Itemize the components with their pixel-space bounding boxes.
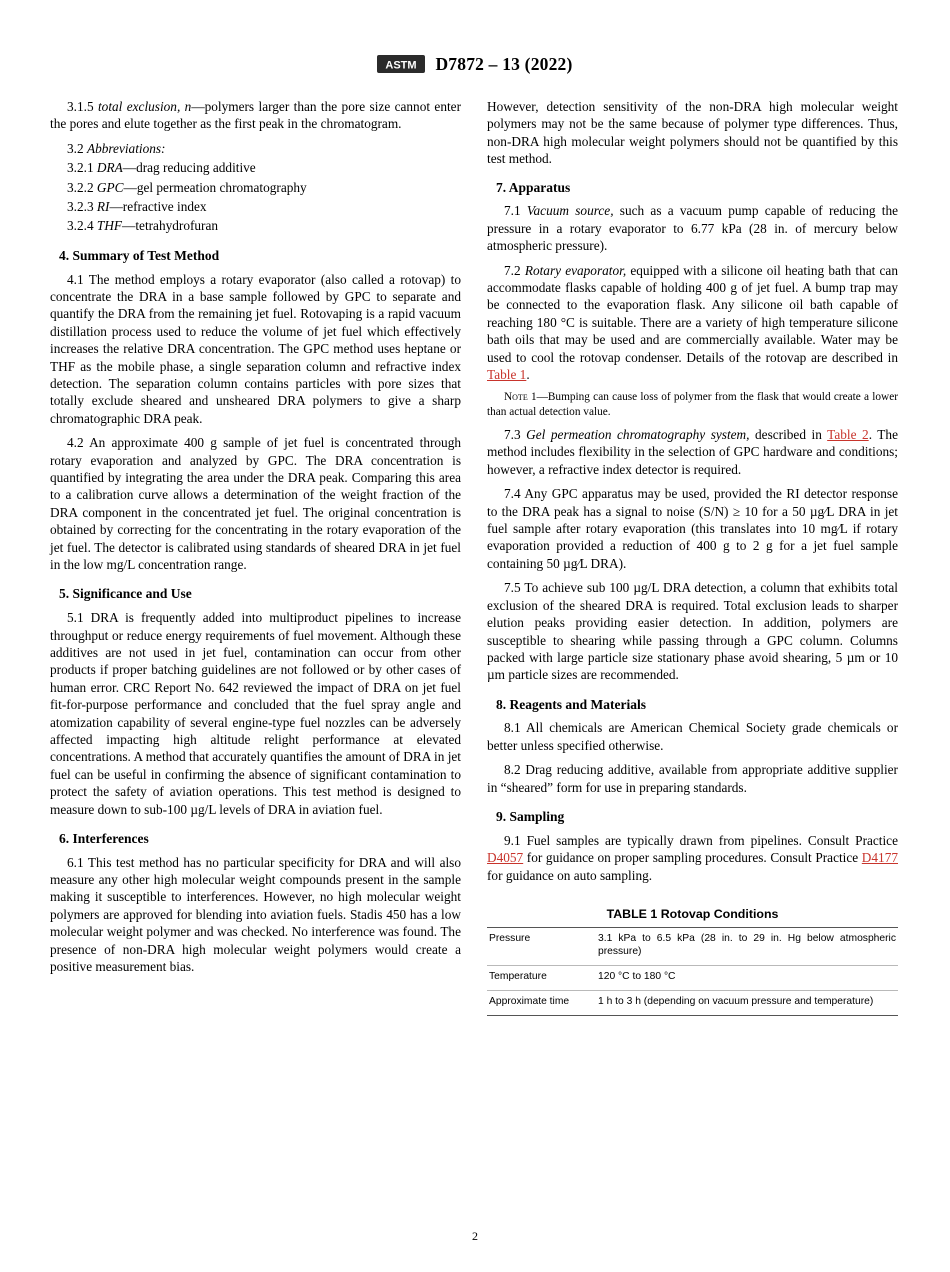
section-heading-7: 7. Apparatus	[496, 179, 571, 195]
page-title: D7872 – 13 (2022)	[435, 53, 573, 74]
section-heading-8: 8. Reagents and Materials	[496, 696, 646, 712]
table-1-container	[487, 906, 898, 1016]
paragraph-3-2-1	[50, 159, 461, 176]
table-cell-label: Approximate time	[487, 990, 596, 1015]
section-heading-6: 6. Interferences	[59, 830, 149, 846]
table-row	[487, 990, 898, 1015]
table-cell-value: 120 °C to 180 °C	[596, 965, 898, 990]
clause-number: 7.1	[504, 203, 521, 219]
paragraph-3-2	[50, 140, 461, 157]
table-cell-value: 3.1 kPa to 6.5 kPa (28 in. to 29 in. Hg below atmospheric pressure)	[596, 928, 898, 966]
table-1-rotovap-conditions	[487, 927, 898, 1015]
abbrev-term: DRA	[96, 160, 123, 176]
abbrev-term: THF	[96, 218, 123, 234]
page-number: 2	[472, 1229, 478, 1243]
paragraph-9-1	[487, 832, 898, 884]
apparatus-term: Rotary evaporator,	[524, 262, 627, 278]
paragraph-continued: However, detection sensitivity of the non-DRA high molecular weight polymers may not be the same because of polymer type differences. Thus, non-DRA high molecular weight polymers should not be quantified by this test method.	[487, 99, 898, 167]
clause-text: 9.1 Fuel samples are typically drawn from pipelines. Consult Practice	[504, 832, 898, 848]
table-row	[487, 965, 898, 990]
paragraph-6-1: 6.1 This test method has no particular specificity for DRA and will also measure any other high molecular weight compounds present in the sample making it susceptible to interferences. However, no high molecular weight polymers are approved for blending into aviation fuels. Stadis 450 has a low molecular weight polymer and was checked. No interference was found. The presence of non-DRA high molecular weight polymers would create a positive measurement bias.	[50, 854, 461, 975]
apparatus-term: Gel permeation chromatography system,	[526, 427, 750, 443]
clause-number: 7.2	[504, 262, 521, 278]
abbrev-term: RI	[96, 199, 110, 215]
abbrev-text: —gel permeation chromatography	[123, 179, 307, 195]
paragraph-4-1: 4.1 The method employs a rotary evaporator (also called a rotovap) to concentrate the DRA in a base sample followed by GPC to separate and quantify the DRA from the remaining jet fuel. Rotovaping is a rapid vacuum distillation process used to reduce the volume of jet fuel which effectively increases the relative DRA concentration. The GPC method uses heptane or THF as the mobile phase, a single separation column and refractive index detection. The separation column contains particles with pore sizes that totally exclude sheared and unsheared DRA polymers to give a sharp chromatographic DRA peak.	[50, 271, 461, 426]
paragraph-7-4: 7.4 Any GPC apparatus may be used, provided the RI detector response to the DRA peak has a signal to noise (S/N) ≥ 10 for a 50 µg⁄L DRA in jet fuel sample after rotary evaporation (this translates into 10 mg⁄L if rotary evaporation provided a reduction of 400 g to 2 g for a jet fuel sample containing 50 µg⁄L DRA).	[487, 486, 898, 571]
paragraph-8-2: 8.2 Drag reducing additive, available from appropriate additive supplier in “sheared” form for use in preparing standards.	[487, 762, 898, 795]
paragraph-4-2: 4.2 An approximate 400 g sample of jet fuel is concentrated through rotary evaporation and analyzed by GPC. The DRA concentration is quantified by integrating the area under the DRA peak. Comparing this area to a calibration curve allows a determination of the weight fraction of the DRA component in the concentrated jet fuel. The original concentration is obtained by correcting for the concentrating in the rotary evaporation of the jet fuel. The detector is calibrated using standards of sheared DRA in jet fuel in the low mg/L concentration range.	[50, 435, 461, 573]
note-text: Bumping can cause loss of polymer from the flask that would create a lower than actual detection value.	[487, 391, 898, 418]
abbreviations-heading: Abbreviations:	[86, 140, 166, 156]
paragraph-5-1: 5.1 DRA is frequently added into multiproduct pipelines to increase throughput or reduce energy requirements of fuel movement. Although these additives are not used in jet fuel, contamination can occur from other products if proper batching guidelines are not followed or by other cases of human error. CRC Report No. 642 reviewed the impact of DRA on jet fuel fit-for-purpose performance and concluded that the fuel spray angle and atomization capability of several engine-type fuel nozzles can be adversely affected impacting high altitude relight performance at elevated concentrations. A method that accurately quantifies the amount of DRA in jet fuel can be useful in confirming the absence of significant contamination to protect the safety of aviation operations. This test method is designed to measure down to sub-100 µg/L levels of DRA in aviation fuel.	[50, 610, 461, 817]
abbrev-text: —refractive index	[109, 199, 207, 215]
paragraph-7-1	[487, 202, 898, 254]
clause-number: 7.3	[504, 427, 521, 443]
note-1	[487, 390, 898, 419]
clause-text-post: for guidance on auto sampling.	[487, 867, 653, 883]
paragraph-8-1: 8.1 All chemicals are American Chemical Society grade chemicals or better unless specified otherwise.	[487, 720, 898, 753]
table-1-title: TABLE 1 Rotovap Conditions	[606, 906, 779, 921]
clause-text: equipped with a silicone oil heating bath that can accommodate flasks capable of holding 400 g of jet fuel. A bump trap may be connected to the evaporation flask. Any silicone oil bath capable of reaching 180 °C is suitable. There are a variety of high temperature silicone bath oils that may be used and are commercially available. Water may be used to cool the rotovap condenser. Details of the rotovap are described in	[487, 262, 898, 365]
astm-logo	[377, 51, 425, 77]
table-1-link[interactable]: Table 1	[487, 366, 527, 382]
practice-d4057-link[interactable]: D4057	[487, 850, 524, 866]
clause-number: 3.2	[67, 140, 84, 156]
left-column	[50, 98, 461, 982]
paragraph-3-1-5	[50, 98, 461, 133]
clause-number: 3.2.1	[67, 160, 94, 176]
clause-number: 3.2.3	[67, 199, 94, 215]
page-header	[50, 44, 900, 84]
practice-d4177-link[interactable]: D4177	[861, 850, 898, 866]
paragraph-3-2-2	[50, 179, 461, 196]
defined-term: total exclusion, n	[97, 99, 192, 114]
section-heading-4: 4. Summary of Test Method	[59, 247, 220, 263]
clause-text: —polymers larger than the pore size cannot enter the pores and elute together as the first peak in the chromatogram.	[50, 99, 462, 132]
svg-text:ASTM: ASTM	[385, 59, 418, 72]
table-cell-label: Temperature	[487, 965, 596, 990]
clause-text-tail: . The method includes flexibility in the selection of GPC hardware and conditions; however, a refractive index detector is required.	[487, 427, 898, 477]
two-column-body	[50, 98, 900, 1016]
table-2-link[interactable]: Table 2	[827, 427, 869, 443]
table-cell-value: 1 h to 3 h (depending on vacuum pressure and temperature)	[596, 990, 898, 1015]
table-row	[487, 928, 898, 966]
paragraph-7-2	[487, 262, 898, 384]
paragraph-7-5: 7.5 To achieve sub 100 µg/L DRA detection, a column that exhibits total exclusion of the sheared DRA is required. Total exclusion leads to sharper elution peaks providing easier detection. In addition, polymers are susceptible to shearing while passing through a GPC column. Columns packed with large particle size stationary phase avoid shearing, 5 µm or 10 µm particle sizes are recommended.	[487, 580, 898, 683]
paragraph-3-2-4	[50, 217, 461, 234]
abbrev-term: GPC	[96, 179, 124, 195]
abbrev-text: —tetrahydrofuran	[122, 218, 219, 234]
section-heading-5: 5. Significance and Use	[59, 586, 192, 602]
clause-text-mid: for guidance on proper sampling procedures. Consult Practice	[523, 850, 862, 866]
paragraph-7-3	[487, 426, 898, 478]
table-cell-label: Pressure	[487, 928, 596, 966]
abbrev-text: —drag reducing additive	[122, 160, 256, 176]
clause-number: 3.2.2	[67, 179, 94, 195]
clause-number: 3.1.5	[67, 99, 94, 114]
clause-text: described in	[749, 427, 828, 443]
note-label: Note 1—	[504, 391, 548, 404]
section-heading-9: 9. Sampling	[496, 809, 565, 825]
clause-number: 3.2.4	[67, 218, 94, 234]
clause-text: such as a vacuum pump capable of reducing the pressure in a rotary evaporator to 6.77 kPa (28 in. of mercury below atmospheric pressure).	[487, 203, 899, 254]
page-footer	[0, 1229, 950, 1244]
clause-text-tail: .	[526, 366, 530, 382]
right-column	[487, 98, 898, 1016]
paragraph-3-2-3	[50, 198, 461, 215]
apparatus-term: Vacuum source,	[526, 203, 614, 219]
